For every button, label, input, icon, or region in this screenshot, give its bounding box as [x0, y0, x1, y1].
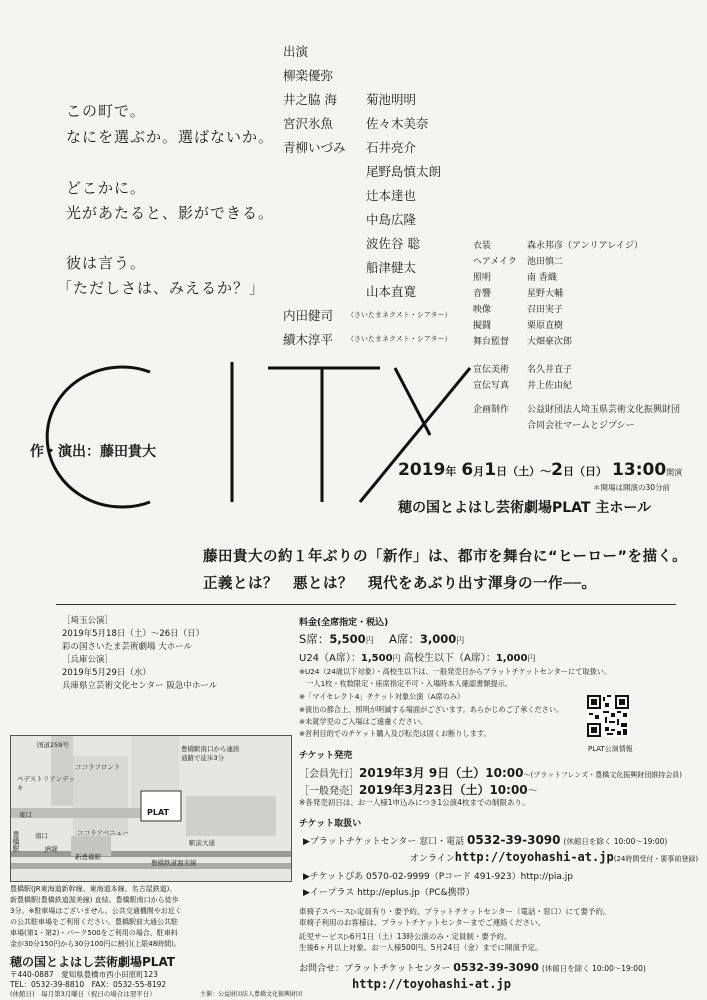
other-perf-line: 2019年5月18日（土）〜26日（日）: [62, 629, 205, 639]
price-s: S席：5,500円: [299, 632, 374, 646]
staff-name: 星野大輔: [527, 289, 564, 299]
cast-name: 波佐谷 聡: [366, 236, 420, 251]
map-label: ココラフロント: [75, 763, 121, 771]
cast-name: 尾野島慎太朗: [366, 164, 442, 179]
price-note: ※演出の都合上、照明が明滅する場面がございます。あらかじめご了承ください。: [299, 705, 564, 714]
cast-name: 内田健司: [283, 308, 334, 323]
map-label: 駅前大通: [189, 839, 215, 847]
outlet-eplus[interactable]: ▶イープラス http://eplus.jp（PC&携帯）: [303, 888, 475, 898]
price-note: 一人1枚・枚数限定・座席指定不可・入場時本人確認書類提示。: [299, 679, 513, 688]
map-label: 豊橋駅: [12, 831, 20, 852]
map-label: 東口: [19, 811, 32, 819]
access-line: 豊橋駅(JR東海道新幹線、東海道本線、名古屋鉄道)、: [10, 885, 177, 893]
cast-name: 辻本達也: [366, 188, 417, 203]
staff-role: 映像: [473, 305, 492, 315]
other-perf-line: 兵庫県立芸術文化センター 阪急中ホール: [62, 681, 218, 691]
access-line: の公共駐車場をご利用ください。豊橋駅前大通公共駐: [10, 918, 178, 926]
other-perf-line: 2019年5月29日（水）: [62, 668, 151, 678]
sales-heading: チケット発売: [299, 751, 353, 761]
staff-name: 召田実子: [527, 305, 564, 315]
map-label: 豊橋鉄道渥美線: [151, 859, 197, 867]
map-label: 南口: [35, 832, 48, 840]
access-map: [10, 735, 292, 882]
organizer: 主催：公益財団法人豊橋文化振興財団: [200, 991, 303, 998]
cast-name: 青柳いづみ: [283, 140, 346, 155]
outlet-online: オンラインhttp://toyohashi-at.jp(24時間受付・要事前登録): [410, 850, 699, 864]
theater-closed: (休館日) 毎月第3月曜日（祝日の場合は翌平日）: [10, 990, 156, 998]
catch-line: 彼は言う。: [66, 254, 147, 272]
map-label: ペデストリアンデッキ: [17, 775, 75, 792]
sales-member: ［会員先行］2019年3月 9日（土）10:00〜(プラットフレンズ・豊橋文化振興財団維持会員): [299, 766, 682, 780]
divider: [56, 604, 676, 605]
staff-name: 森永邦彦（アンリアレイジ）: [527, 241, 643, 251]
catch-line: この町で。: [66, 102, 146, 120]
staff-name: 南 香織: [527, 273, 557, 283]
cast-name: 宮沢氷魚: [283, 116, 334, 131]
staff-role: 衣装: [473, 241, 492, 251]
lead-line: 正義とは？ 悪とは？ 現代をあぶり出す渾身の一作──。: [203, 576, 597, 592]
access-note: 車椅子利用のお客様は、プラットチケットセンターまでご連絡ください。: [299, 918, 546, 927]
map-label: 国道259号: [37, 741, 69, 749]
other-perf-line: 彩の国さいたま芸術劇場 大ホール: [62, 642, 193, 652]
access-line: 金が30分150円から30分100円に割引(上限48時間)。: [10, 940, 181, 948]
cast-name: 佐々木美奈: [366, 116, 429, 131]
outlets-heading: チケット取扱い: [299, 819, 362, 829]
access-line: 車場(第1・第2)・パーク500をご利用の場合、駐車料: [10, 929, 178, 937]
contact: お問合せ：プラットチケットセンター 0532-39-3090 (休館日を除く 10:00〜19:00): [299, 961, 646, 974]
performance-date: 2019年 6月1日（土）〜2日（日） 13:00開演: [398, 460, 683, 480]
sales-general: ［一般発売］2019年3月23日（土）10:00〜: [299, 783, 538, 797]
theater-address: 〒440-0887 愛知県豊橋市西小田原町123: [10, 970, 158, 979]
cast-troupe-note: （さいたまネクスト・シアター）: [347, 311, 452, 319]
staff-role: 宣伝美術: [473, 365, 510, 375]
staff-role: 企画制作: [473, 405, 510, 415]
staff-role: ヘアメイク: [473, 257, 517, 267]
staff-name: 合同会社マームとジプシー: [527, 421, 635, 431]
access-note: 車椅子スペース▷定員有り・要予約。プラットチケットセンター（電話・窓口）にて要予約。: [299, 907, 611, 916]
staff-role: 照明: [473, 273, 492, 283]
cast-name: 中島広隆: [366, 212, 417, 227]
theater-name: 穂の国とよはし芸術劇場PLAT: [10, 955, 175, 969]
cast-name: 石井亮介: [366, 140, 417, 155]
staff-role: 音響: [473, 289, 492, 299]
map-label: 豊橋駅南口から連絡通路で徒歩3分: [181, 745, 240, 762]
price-note: ※営利目的でのチケット購入及び転売は固くお断りします。: [299, 729, 491, 738]
price-note: ※「マイセレクト4」チケット対象公演（A席のみ）: [299, 692, 465, 701]
staff-role: 舞台監督: [473, 337, 510, 347]
cast-name: 續木淳平: [283, 332, 334, 347]
price-note: ※U24（24歳以下対象）・高校生以下は、一般発売日からプラットチケットセンターにて取扱い。: [299, 667, 612, 676]
staff-role: 擬闘: [473, 321, 492, 331]
cast-name: 柳楽優弥: [283, 68, 334, 83]
map-label: ココラアベニュー: [77, 829, 129, 837]
staff-name: 栗原直樹: [527, 321, 564, 331]
price-a: A席：3,000円: [389, 632, 465, 646]
open-note: ＊開場は開演の30分前: [593, 483, 671, 492]
catch-line: なにを選ぶか。選ばないか。: [66, 128, 275, 146]
cast-name: 船津健太: [366, 260, 417, 275]
staff-name: 池田慎二: [527, 257, 564, 267]
other-perf-line: ［兵庫公演］: [62, 655, 114, 665]
plat-logo: PLAT: [147, 808, 169, 817]
qr-caption: PLAT公演情報: [588, 745, 633, 753]
title-letter-y-right: [360, 368, 470, 502]
access-line: 新豊橋駅(豊橋鉄道渥美線) 直結。豊橋駅南口から徒歩: [10, 896, 179, 904]
catch-line: 「ただしさは、みえるか？」: [57, 279, 266, 297]
outlet-plat: ▶プラットチケットセンター 窓口・電話 0532-39-3090 (休館日を除く 10:00〜19:00): [303, 833, 668, 847]
contact-url[interactable]: http://toyohashi-at.jp: [352, 977, 511, 991]
cast-troupe-note: （さいたまネクスト・シアター）: [347, 335, 452, 343]
cast-name: 菊池明明: [366, 92, 417, 107]
outlet-pia[interactable]: ▶チケットぴあ 0570-02-9999（Pコード 491-923）http://pia.jp: [303, 872, 573, 882]
lead-line: 藤田貴大の約１年ぶりの「新作」は、都市を舞台に“ヒーロー”を描く。: [203, 549, 688, 565]
map-label: 新豊橋駅: [75, 853, 101, 861]
qr-code-icon[interactable]: [587, 695, 629, 737]
cast-name: 山本直寛: [366, 284, 417, 299]
catch-line: どこかに。: [66, 179, 147, 197]
cast-heading: 出演: [283, 44, 309, 59]
online-link[interactable]: http://toyohashi-at.jp: [454, 850, 614, 864]
sales-note: ※各発売初日は、お一人様1申込みにつき1公演4枚までの制限あり。: [299, 798, 530, 807]
cast-name: 井之脇 海: [283, 92, 337, 107]
staff-role: 宣伝写真: [473, 381, 510, 391]
title-letter-c: [47, 367, 150, 507]
staff-name: 公益財団法人埼玉県芸術文化振興財団: [527, 405, 681, 415]
access-note: 生後6ヶ月以上対象。お一人様500円。5月24日（金）までに開演予定。: [299, 943, 543, 952]
director: 作・演出：藤田貴大: [30, 444, 156, 460]
staff-name: 名久井直子: [527, 365, 573, 375]
access-line: 3分。※駐車場はございません。公共交通機関やお近く: [10, 907, 182, 915]
staff-name: 大畑豪次郎: [527, 337, 573, 347]
staff-name: 井上佐由紀: [527, 381, 573, 391]
price-note: ※未就学児のご入場はご遠慮ください。: [299, 717, 428, 726]
venue: 穂の国とよはし芸術劇場PLAT 主ホール: [398, 500, 652, 516]
catch-line: 光があたると、影ができる。: [66, 204, 275, 222]
price-hs: 高校生以下（A席）：1,000円: [404, 653, 536, 664]
price-heading: 料金(全席指定・税込): [299, 618, 389, 628]
access-note: 託児サービス▷6月1日（土）13時公演のみ・定員制・要予約。: [299, 932, 512, 941]
theater-tel: TEL：0532-39-8810 FAX：0532-55-8192: [10, 980, 167, 989]
other-perf-line: ［埼玉公演］: [62, 616, 114, 626]
map-label: JR線: [45, 845, 58, 853]
price-u24: U24（A席）：1,500円: [299, 653, 401, 664]
